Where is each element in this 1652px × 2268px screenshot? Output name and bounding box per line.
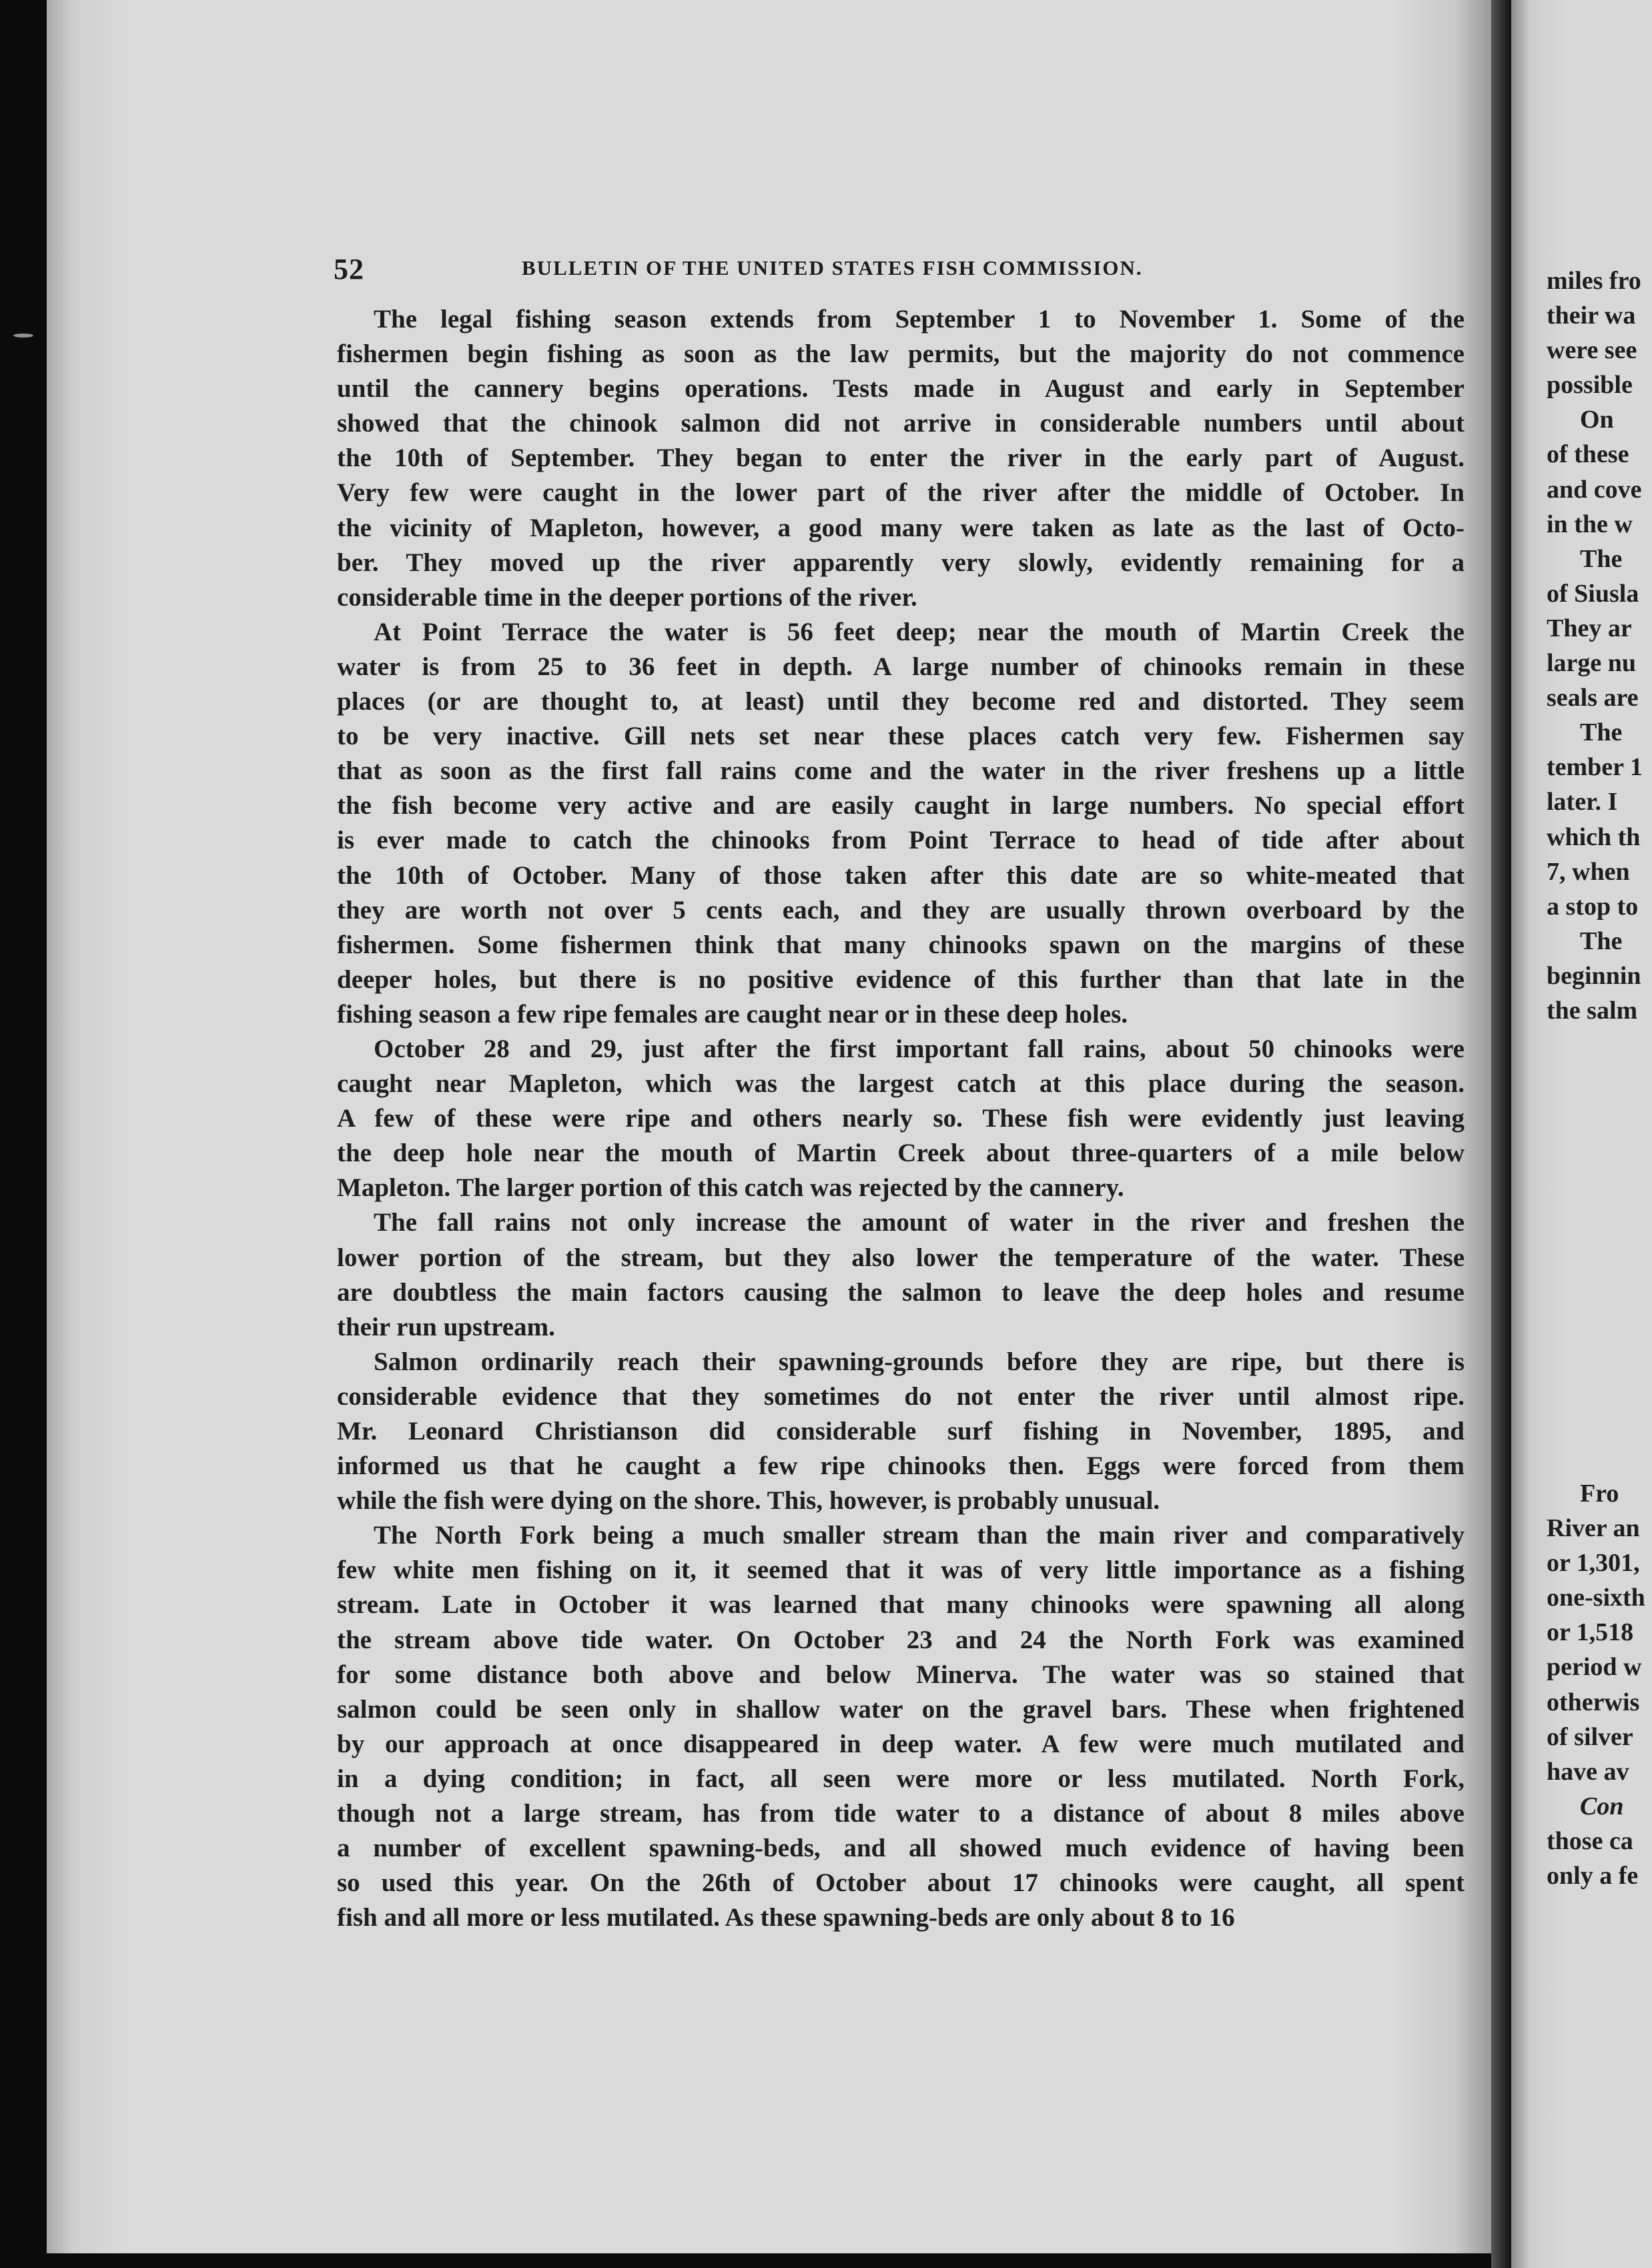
text-line: ber. They moved up the river apparently very slowly, evidently remaining for a xyxy=(337,548,1465,577)
text-line: Con xyxy=(1580,1792,1624,1820)
text-line: miles fro xyxy=(1547,267,1641,295)
text-line: and cove xyxy=(1547,475,1642,504)
text-line: The legal fishing season extends from September 1 to November 1. Some of the xyxy=(374,305,1465,334)
text-line: On xyxy=(1580,406,1614,434)
text-line: stream. Late in October it was learned that many chinooks were spawning all along xyxy=(337,1590,1465,1620)
text-line: Fro xyxy=(1580,1480,1619,1508)
text-line: period w xyxy=(1547,1653,1642,1682)
text-line: otherwis xyxy=(1547,1688,1640,1716)
text-line: for some distance both above and below Minerva. The water was so stained that xyxy=(337,1660,1465,1689)
text-line: 7, when xyxy=(1547,857,1630,886)
text-line: is ever made to catch the chinooks from Point Terrace to head of tide after about xyxy=(337,826,1465,855)
text-line: fishermen. Some fishermen think that many chinooks spawn on the margins of these xyxy=(337,930,1465,959)
text-line: considerable time in the deeper portions of the river. xyxy=(337,582,917,612)
text-line: are doubtless the main factors causing the salmon to leave the deep holes and resume xyxy=(337,1277,1465,1307)
text-line: or 1,518 xyxy=(1547,1618,1634,1647)
text-line: the fish become very active and are easily caught in large numbers. No special effort xyxy=(337,791,1465,820)
text-line: informed us that he caught a few ripe chinooks then. Eggs were forced from them xyxy=(337,1452,1465,1481)
left-page-body-text xyxy=(337,302,1465,1935)
text-line: possible xyxy=(1547,371,1633,400)
text-line: were see xyxy=(1547,336,1637,365)
text-line: They ar xyxy=(1547,614,1632,642)
text-line: the vicinity of Mapleton, however, a good many were taken as late as the last of Octo- xyxy=(337,513,1465,542)
text-line: have av xyxy=(1547,1757,1629,1786)
text-line: their run upstream. xyxy=(337,1312,555,1341)
text-line: At Point Terrace the water is 56 feet deep; near the mouth of Martin Creek the xyxy=(374,617,1465,646)
text-line: lower portion of the stream, but they also lower the temperature of the water. These xyxy=(337,1243,1465,1272)
text-line: The xyxy=(1580,927,1623,955)
text-line: or 1,301, xyxy=(1547,1549,1640,1578)
text-line: places (or are thought to, at least) until they become red and distorted. They seem xyxy=(337,687,1465,716)
text-line: Mr. Leonard Christianson did considerable surf fishing in November, 1895, and xyxy=(337,1417,1465,1446)
text-line: which th xyxy=(1547,822,1641,851)
text-line: the 10th of October. Many of those taken after this date are so white-meated that xyxy=(337,861,1465,890)
text-line: The xyxy=(1580,544,1623,573)
text-line: the deep hole near the mouth of Martin Creek about three-quarters of a mile below xyxy=(337,1139,1465,1168)
text-line: until the cannery begins operations. Tests made in August and early in September xyxy=(337,374,1465,404)
text-line: Salmon ordinarily reach their spawning-grounds before they are ripe, but there is xyxy=(374,1347,1465,1376)
text-line: fish and all more or less mutilated. As these spawning-beds are only about 8 to 16 xyxy=(337,1903,1235,1932)
text-line: they are worth not over 5 cents each, and they are usually thrown overboard by the xyxy=(337,895,1465,925)
text-line: in the w xyxy=(1547,510,1633,538)
text-line: the stream above tide water. On October 23 and 24 the North Fork was examined xyxy=(337,1625,1465,1654)
text-line: The North Fork being a much smaller stream than the main river and comparatively xyxy=(374,1521,1465,1550)
text-line: though not a large stream, has from tide water to a distance of about 8 miles above xyxy=(337,1799,1465,1828)
text-line: considerable evidence that they sometimes do not enter the river until almost ripe. xyxy=(337,1381,1465,1411)
text-line: Mapleton. The larger portion of this catch was rejected by the cannery. xyxy=(337,1173,1124,1203)
text-line: that as soon as the first fall rains come and the water in the river freshens up a little xyxy=(337,756,1465,786)
scan-mark xyxy=(13,334,33,338)
text-line: a stop to xyxy=(1547,892,1639,921)
text-line: only a fe xyxy=(1547,1862,1639,1890)
text-line: caught near Mapleton, which was the largest catch at this place during the season. xyxy=(337,1069,1465,1099)
text-line: water is from 25 to 36 feet in depth. A large number of chinooks remain in these xyxy=(337,652,1465,681)
text-line: of silver xyxy=(1547,1722,1633,1751)
text-line: October 28 and 29, just after the first important fall rains, about 50 chinooks were xyxy=(374,1034,1465,1063)
journal-title: BULLETIN OF THE UNITED STATES FISH COMMISSION. xyxy=(522,256,1143,279)
text-line: tember 1 xyxy=(1547,753,1643,782)
text-line: those ca xyxy=(1547,1826,1633,1855)
text-line: fishermen begin fishing as soon as the law permits, but the majority do not commence xyxy=(337,340,1465,369)
text-line: salmon could be seen only in shallow water on the gravel bars. These when frightened xyxy=(337,1694,1465,1724)
text-line: the 10th of September. They began to enter the river in the early part of August. xyxy=(337,444,1465,473)
text-line: beginnin xyxy=(1547,961,1641,990)
running-head xyxy=(334,252,1481,286)
text-line: River an xyxy=(1547,1514,1640,1543)
text-line: large nu xyxy=(1547,649,1637,678)
text-line: The xyxy=(1580,718,1623,747)
right-page-upper-text xyxy=(1547,263,1652,1028)
text-line: A few of these were ripe and others nearly so. These fish were evidently just leaving xyxy=(337,1104,1465,1133)
text-line: to be very inactive. Gill nets set near these places catch very few. Fishermen say xyxy=(337,722,1465,751)
text-line: one-sixth xyxy=(1547,1584,1645,1612)
text-line: by our approach at once disappeared in deep water. A few were much mutilated and xyxy=(337,1729,1465,1758)
text-line: showed that the chinook salmon did not arrive in considerable numbers until about xyxy=(337,409,1465,438)
text-line: few white men fishing on it, it seemed that it was of very little importance as a fishing xyxy=(337,1556,1465,1585)
text-line: so used this year. On the 26th of October about 17 chinooks were caught, all spent xyxy=(337,1868,1465,1898)
right-page-lower-text xyxy=(1547,1476,1652,1893)
text-line: while the fish were dying on the shore. This, however, is probably unusual. xyxy=(337,1486,1160,1516)
text-line: in a dying condition; in fact, all seen were more or less mutilated. North Fork, xyxy=(337,1764,1465,1793)
page-number: 52 xyxy=(334,253,364,286)
text-line: later. I xyxy=(1547,788,1618,816)
text-line: Very few were caught in the lower part of the river after the middle of October. In xyxy=(337,478,1465,508)
text-line: of these xyxy=(1547,440,1629,469)
text-line: their wa xyxy=(1547,302,1636,330)
text-line: the salm xyxy=(1547,996,1638,1025)
text-line: The fall rains not only increase the amount of water in the river and freshen the xyxy=(374,1208,1465,1237)
text-line: a number of excellent spawning-beds, and all showed much evidence of having been xyxy=(337,1834,1465,1863)
text-line: seals are xyxy=(1547,684,1639,712)
text-line: deeper holes, but there is no positive evidence of this further than that late in the xyxy=(337,965,1465,994)
book-gutter xyxy=(1491,0,1511,2268)
text-line: of Siusla xyxy=(1547,579,1639,608)
text-line: fishing season a few ripe females are caught near or in these deep holes. xyxy=(337,999,1128,1029)
